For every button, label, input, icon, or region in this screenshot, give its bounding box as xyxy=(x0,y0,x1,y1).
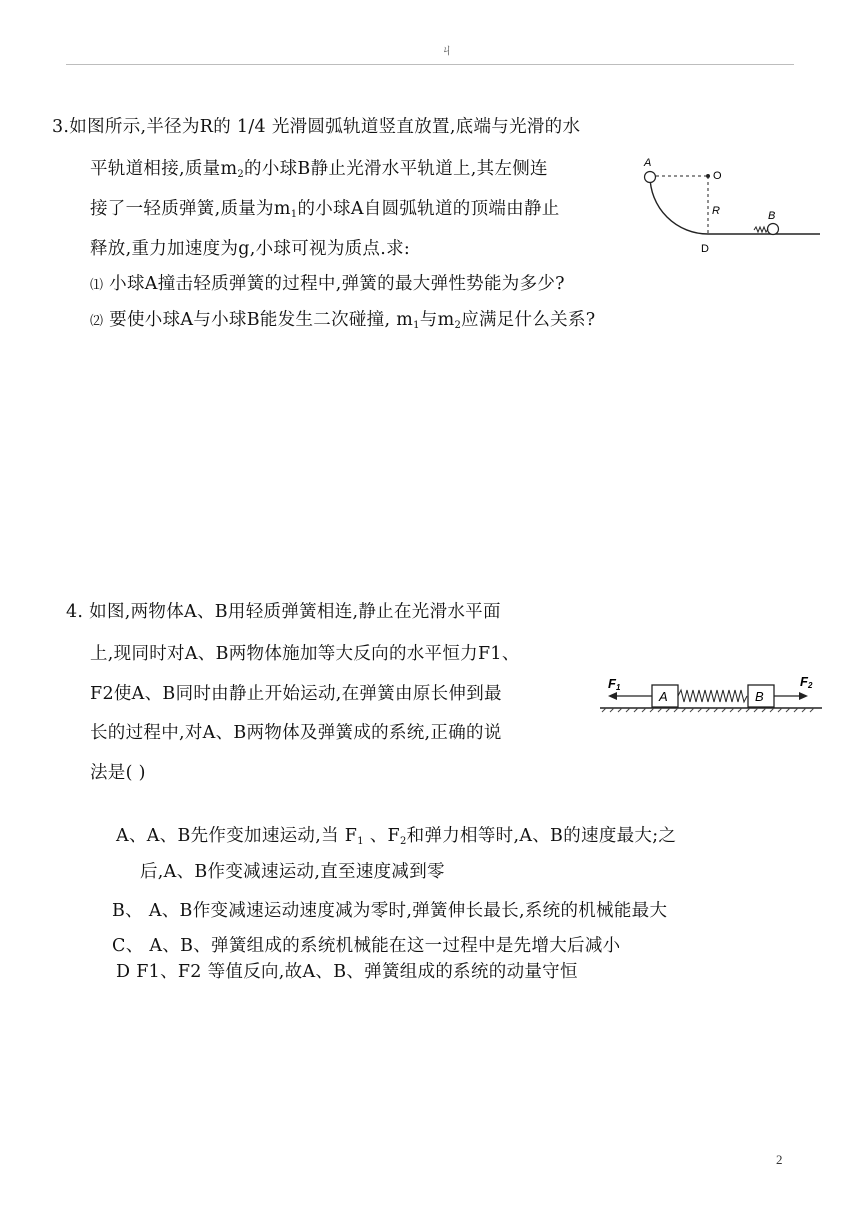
q3-figure-arc-track xyxy=(630,150,830,260)
q3-line-2: 平轨道相接,质量$m_2$的小球B静止光滑水平轨道上,其左侧连 xyxy=(90,159,548,180)
force-f2-arrowhead xyxy=(799,692,808,700)
q4-option-d: D F1、F2 等值反向,故A、B、弹簧组成的系统的动量守恒 xyxy=(116,962,578,982)
label-r: R xyxy=(712,205,720,217)
label-block-a: A xyxy=(659,689,668,704)
arc-track xyxy=(650,176,708,234)
q3-part-2: ⑵ 要使小球A与小球B能发生二次碰撞, $m_1$与$m_2$应满足什么关系? xyxy=(90,310,596,331)
q4-option-a-continued: 后,A、B作变减速运动,直至速度减到零 xyxy=(140,862,445,882)
q4-line-4: 长的过程中,对A、B两物体及弹簧成的系统,正确的说 xyxy=(90,723,502,743)
q4-line-3: F2使A、B同时由静止开始运动,在弹簧由原长伸到最 xyxy=(90,684,502,704)
header-divider xyxy=(66,64,794,65)
q4-line-1: 4. 如图,两物体A、B用轻质弹簧相连,静止在光滑水平面 xyxy=(66,602,501,622)
label-d: D xyxy=(701,243,709,255)
force-f1-arrowhead xyxy=(608,692,617,700)
q4-line-5: 法是( ) xyxy=(90,763,146,783)
q3-line-3: 接了一轻质弹簧,质量为$m_1$的小球A自圆弧轨道的顶端由静止 xyxy=(90,199,560,220)
label-a: A xyxy=(644,157,652,169)
q3-line-4: 释放,重力加速度为g,小球可视为质点.求: xyxy=(90,239,411,259)
spring-small xyxy=(754,227,768,232)
label-o: O xyxy=(713,170,722,182)
center-point xyxy=(706,174,710,178)
label-block-b: B xyxy=(755,689,764,704)
q3-part-1: ⑴ 小球A撞击轻质弹簧的过程中,弹簧的最大弹性势能为多少? xyxy=(90,274,565,294)
label-f1: F1 xyxy=(608,676,621,692)
spring xyxy=(678,690,747,702)
label-b: B xyxy=(768,210,776,222)
q3-line-1: 3.如图所示,半径为R的 1/4 光滑圆弧轨道竖直放置,底端与光滑的水 xyxy=(52,117,581,137)
page-number: 2 xyxy=(776,1152,783,1167)
ball-b xyxy=(768,224,779,235)
q4-option-b: B、 A、B作变减速运动速度减为零时,弹簧伸长最长,系统的机械能最大 xyxy=(112,901,668,921)
q4-line-2: 上,现同时对A、B两物体施加等大反向的水平恒力F1、 xyxy=(90,644,520,664)
header-mark: ㄐ xyxy=(440,43,454,59)
q4-option-a: A、A、B先作变加速运动,当 $F_1$ 、$F_2$和弹力相等时,A、B的速度最大;之 xyxy=(116,826,677,847)
q4-figure-blocks-spring xyxy=(598,668,824,718)
ball-a xyxy=(645,172,656,183)
q4-option-c: C、 A、B、弹簧组成的系统机械能在这一过程中是先增大后减小 xyxy=(112,936,621,956)
label-f2: F2 xyxy=(800,674,813,690)
